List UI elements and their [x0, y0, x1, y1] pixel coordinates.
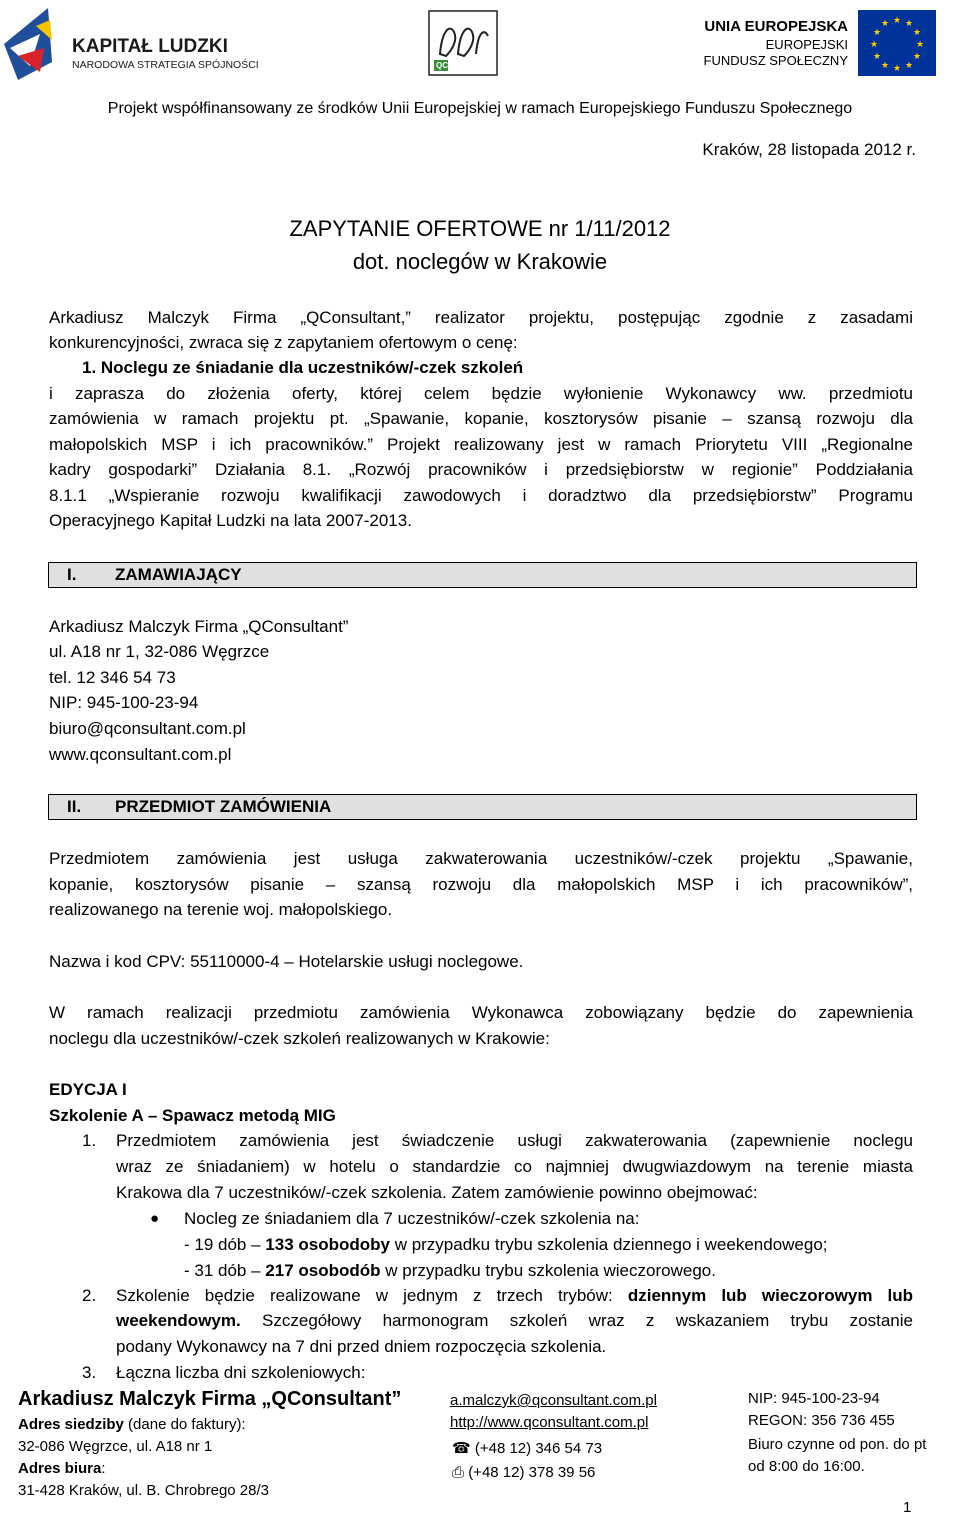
- eu-logo: [704, 10, 936, 76]
- kapital-ludzki-logo: [0, 4, 260, 88]
- footer-regon: REGON: 356 736 455: [748, 1412, 895, 1429]
- sub-1-suffix: w przypadku trybu szkolenia dziennego i weekendowego;: [389, 1235, 828, 1254]
- scope-line-3: realizowanego na terenie woj. małopolskiego.: [49, 900, 393, 919]
- item-2-number: 2.: [82, 1286, 97, 1305]
- intro-line-3: i zaprasza do złożenia oferty, której celem będzie wyłonienie Wykonawcy ww. przedmiotu: [49, 384, 913, 403]
- qconsultant-logo: [428, 10, 498, 76]
- footer-email-wrap: [450, 1390, 657, 1412]
- svg-text:★: ★: [915, 40, 925, 50]
- page-number: 1: [903, 1499, 912, 1516]
- item-1-line-3: Krakowa dla 7 uczestników/-czek szkolenia. Zatem zamówienie powinno obejmować:: [116, 1183, 758, 1202]
- eu-flag-icon: [858, 10, 936, 76]
- sub-2-count: 217 osobodób: [265, 1261, 381, 1280]
- seat-note: (dane do faktury):: [123, 1416, 246, 1433]
- item-3-number: 3.: [82, 1363, 97, 1382]
- svg-text:★: ★: [912, 28, 922, 38]
- footer-hours-2: od 8:00 do 16:00.: [748, 1458, 865, 1475]
- footer-seat-label: [18, 1414, 246, 1436]
- duty-line-1: W ramach realizacji przedmiotu zamówienia Wykonawca zobowiązany będzie do zapewnienia: [49, 1003, 913, 1022]
- date-line: Kraków, 28 listopada 2012 r.: [702, 140, 916, 159]
- svg-text:★: ★: [904, 61, 914, 71]
- kapital-ludzki-subtitle: NARODOWA STRATEGIA SPÓJNOŚCI: [72, 59, 259, 71]
- section-2-title: PRZEDMIOT ZAMÓWIENIA: [115, 797, 332, 816]
- section-2-header: [48, 794, 917, 820]
- item-1-sub-2: [184, 1258, 716, 1284]
- bullet-icon: ●: [150, 1210, 160, 1227]
- footer-website-wrap: [450, 1412, 648, 1434]
- footer-office-label: [18, 1458, 106, 1480]
- orderer-email: biuro@qconsultant.com.pl: [49, 719, 246, 738]
- svg-text:★: ★: [880, 19, 890, 29]
- svg-text:★: ★: [869, 40, 879, 50]
- item-1-sub-1: [184, 1232, 828, 1258]
- svg-text:★: ★: [872, 52, 882, 62]
- eu-fund-line2: FUNDUSZ SPOŁECZNY: [703, 53, 848, 68]
- item-2-line-2-mode: weekendowym.: [116, 1311, 241, 1330]
- phone-icon: ☎: [452, 1439, 471, 1457]
- orderer-name: Arkadiusz Malczyk Firma „QConsultant”: [49, 617, 349, 636]
- intro-line-5: małopolskich MSP i ich pracowników.” Projekt realizowany jest w ramach Priorytetu VIII „Regionalne: [49, 435, 913, 454]
- footer-website-link[interactable]: http://www.qconsultant.com.pl: [450, 1414, 649, 1431]
- section-2-number: II.: [67, 797, 82, 816]
- item-2-line-1-text: Szkolenie będzie realizowane w jednym z trzech trybów:: [116, 1286, 628, 1305]
- item-2-line-3: podany Wykonawcy na 7 dni przed dniem rozpoczęcia szkolenia.: [116, 1337, 607, 1356]
- svg-text:★: ★: [904, 19, 914, 29]
- office-colon: :: [101, 1460, 106, 1477]
- item-1-bullet-text: Nocleg ze śniadaniem dla 7 uczestników/-czek szkolenia na:: [184, 1209, 640, 1228]
- item-1-number: 1.: [82, 1131, 97, 1150]
- page-title: ZAPYTANIE OFERTOWE nr 1/11/2012: [289, 216, 671, 241]
- section-1-title: ZAMAWIAJĄCY: [115, 565, 242, 584]
- item-2-line-2-text: Szczegółowy harmonogram szkoleń wraz z wskazaniem trybu zostanie: [240, 1311, 913, 1330]
- orderer-website: www.qconsultant.com.pl: [49, 745, 232, 764]
- footer-phone: [452, 1437, 602, 1460]
- footer-fax: [452, 1461, 595, 1484]
- item-1-line-1: Przedmiotem zamówienia jest świadczenie usługi zakwaterowania (zapewnienie noclegu: [116, 1131, 913, 1150]
- orderer-phone: tel. 12 346 54 73: [49, 668, 176, 687]
- item-1-line-2: wraz ze śniadaniem) w hotelu o standardzie co najmniej dwugwiazdowym na terenie miasta: [116, 1157, 913, 1176]
- intro-line-4: zamówienia w ramach projektu pt. „Spawanie, kopanie, kosztorysów pisanie – szansą rozwoju dla: [49, 409, 913, 428]
- intro-line-2: konkurencyjności, zwraca się z zapytaniem ofertowym o cenę:: [49, 333, 518, 352]
- section-1-header: [48, 562, 917, 588]
- phone-number: (+48 12) 346 54 73: [474, 1440, 603, 1457]
- sub-2-prefix: - 31 dób –: [184, 1261, 266, 1280]
- scope-line-1: Przedmiotem zamówienia jest usługa zakwaterowania uczestników/-czek projektu „Spawanie,: [49, 849, 913, 868]
- intro-item: 1. Noclegu ze śniadanie dla uczestników/-czek szkoleń: [82, 358, 524, 377]
- intro-line-8: Operacyjnego Kapitał Ludzki na lata 2007-2013.: [49, 511, 412, 530]
- footer-nip: NIP: 945-100-23-94: [748, 1390, 880, 1407]
- footer-email-link[interactable]: a.malczyk@qconsultant.com.pl: [450, 1392, 657, 1409]
- qc-mark: QC: [436, 61, 448, 70]
- orderer-address: ul. A18 nr 1, 32-086 Węgrzce: [49, 642, 270, 661]
- eu-fund-line1: EUROPEJSKI: [765, 37, 848, 52]
- item-3-line-1: Łączna liczba dni szkoleniowych:: [116, 1363, 366, 1382]
- cofinance-note: Projekt współfinansowany ze środków Unii Europejskiej w ramach Europejskiego Funduszu Społecznego: [107, 100, 853, 117]
- page-subtitle: dot. noclegów w Krakowie: [352, 249, 608, 274]
- office-label: Adres biura: [18, 1460, 102, 1477]
- footer-office-address: 31-428 Kraków, ul. B. Chrobrego 28/3: [18, 1482, 269, 1499]
- item-2-line-1: [116, 1283, 913, 1309]
- sub-1-count: 133 osobodoby: [265, 1235, 390, 1254]
- item-2-line-1-modes: dziennym lub wieczorowym lub: [627, 1286, 914, 1305]
- section-1-number: I.: [67, 565, 77, 584]
- intro-line-6: kadry gospodarki” Działania 8.1. „Rozwój pracowników i przedsiębiorstw w regionie” Poddziałania: [49, 460, 913, 479]
- svg-text:★: ★: [872, 28, 882, 38]
- cpv-line: Nazwa i kod CPV: 55110000-4 – Hotelarskie usługi noclegowe.: [49, 952, 524, 971]
- svg-text:★: ★: [880, 61, 890, 71]
- svg-text:★: ★: [892, 16, 902, 26]
- edition-heading: EDYCJA I: [49, 1080, 127, 1099]
- scope-line-2: kopanie, kosztorysów pisanie – szansą rozwoju dla małopolskich MSP i ich pracowników”,: [49, 875, 913, 894]
- intro-line-1: Arkadiusz Malczyk Firma „QConsultant,” realizator projektu, postępując zgodnie z zasadami: [49, 308, 913, 327]
- sub-1-prefix: - 19 dób –: [184, 1235, 266, 1254]
- fax-icon: ⎙: [452, 1463, 465, 1481]
- fax-number: (+48 12) 378 39 56: [468, 1464, 596, 1481]
- kapital-ludzki-title: KAPITAŁ LUDZKI: [72, 36, 228, 57]
- sub-2-suffix: w przypadku trybu szkolenia wieczorowego.: [380, 1261, 716, 1280]
- orderer-nip: NIP: 945-100-23-94: [49, 693, 199, 712]
- seat-label: Adres siedziby: [18, 1416, 124, 1433]
- footer-company: Arkadiusz Malczyk Firma „QConsultant”: [18, 1388, 402, 1410]
- intro-line-7: 8.1.1 „Wspieranie rozwoju kwalifikacji zawodowych i doradztwo dla przedsiębiorstw” Programu: [49, 486, 913, 505]
- eu-title: UNIA EUROPEJSKA: [704, 18, 848, 35]
- footer-seat-address: 32-086 Węgrzce, ul. A18 nr 1: [18, 1438, 213, 1455]
- training-heading: Szkolenie A – Spawacz metodą MIG: [49, 1106, 336, 1125]
- duty-line-2: noclegu dla uczestników/-czek szkoleń realizowanych w Krakowie:: [49, 1029, 550, 1048]
- svg-text:★: ★: [912, 52, 922, 62]
- svg-text:★: ★: [892, 64, 902, 74]
- footer-hours-1: Biuro czynne od pon. do pt: [748, 1436, 927, 1453]
- item-2-line-2: [116, 1308, 913, 1334]
